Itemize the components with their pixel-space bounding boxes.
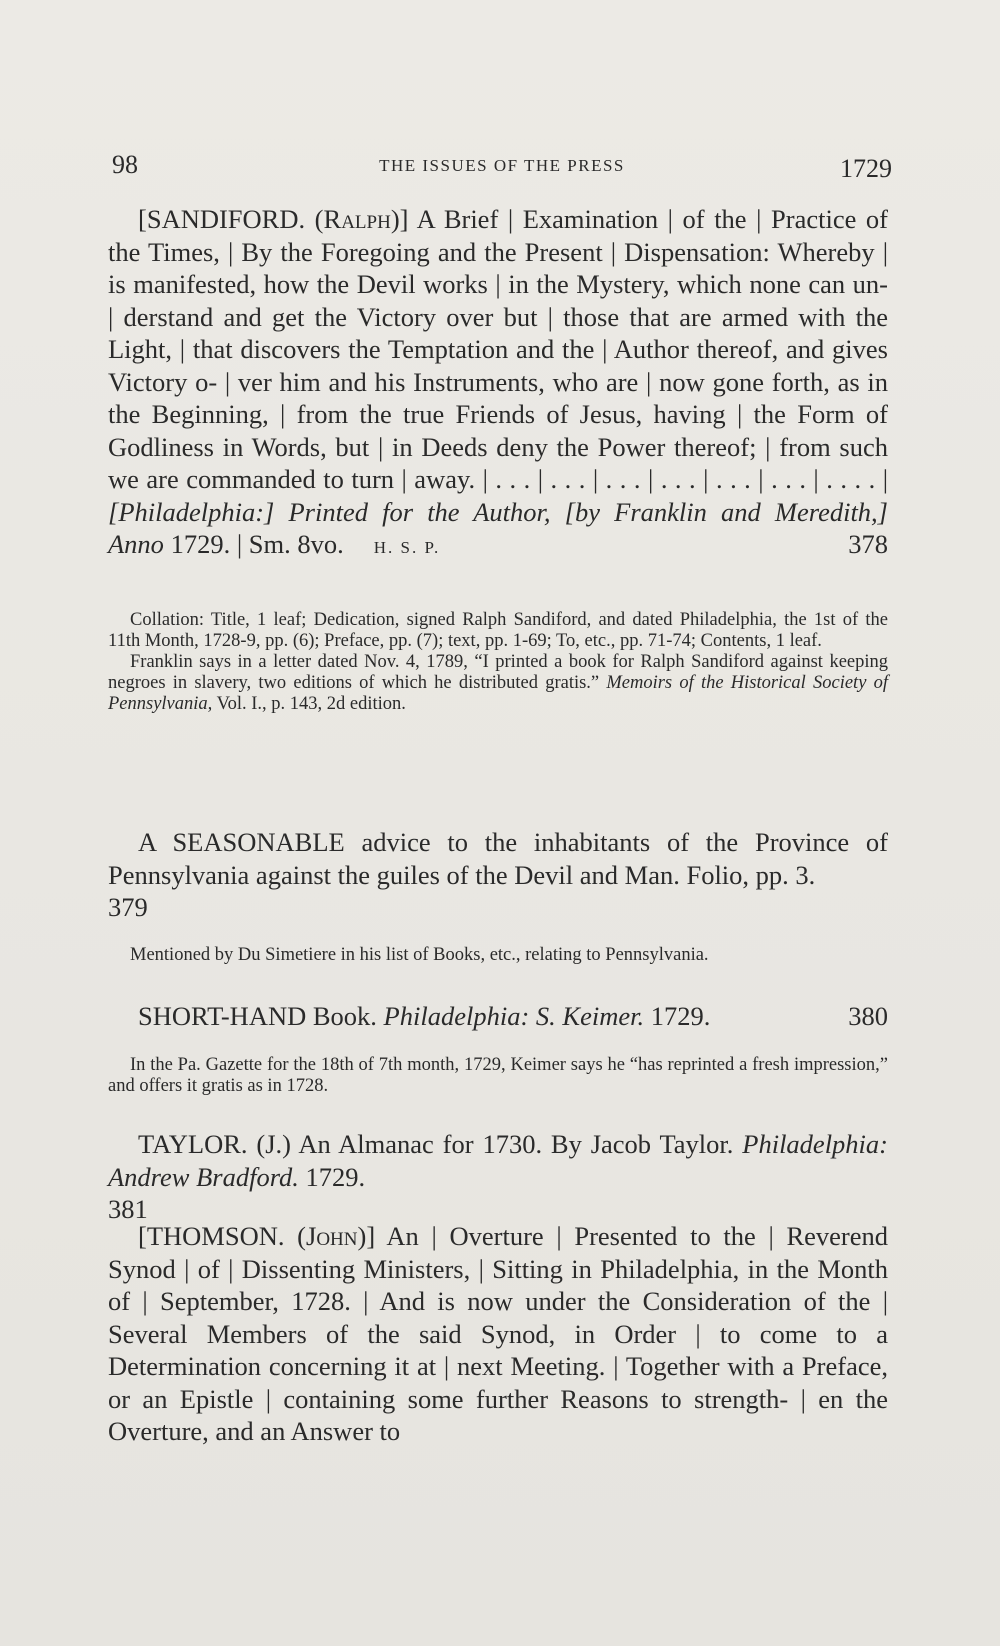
running-title: THE ISSUES OF THE PRESS [379, 156, 625, 175]
entry-378-text: [SANDIFORD. (Ralph)] A Brief | Examination | of the | Practice of the Times, | By the Foregoing and the Present | Dispensation: Whereby | is manifested, how the Devil works | in the Mystery, which none can un- | derstand and get the Victory over but | those that are armed with the Light, | that discovers the Temptation and the | Author thereof, and gives Victory o- | ver him and his Instruments, who are | now gone forth, as in the Beginning, | from the true Friends of Jesus, having | the Form of Godliness in Words, but | in Deeds deny the Power thereof; | from such we are commanded to turn | away. | . . . | . . . | . . . | . . . | . . . | . . . | . . . . | [Philadelphia:] Printed for the Author, [by Franklin and Meredith,] Anno 1729. | Sm. 8vo. H. S. P. 378 [108, 204, 888, 559]
entry-379-text: A SEASONABLE advice to the inhabitants of the Province of Pennsylvania against the guiles of the Devil and Man. Folio, pp. 3. [108, 827, 888, 890]
entry-thomson [108, 1220, 888, 1448]
header-year: 1729 [840, 154, 892, 183]
entry-381 [108, 1128, 888, 1226]
library-siglum: H. S. P. [373, 538, 441, 557]
entry-thomson-text: [THOMSON. (John)] An | Overture | Presented to the | Reverend Synod | of | Dissenting Ministers, | Sitting in Philadelphia, in the Month of | September, 1728. | And is now under the Consideration of the | Several Members of the said Synod, in Order | to come to a Determination concerning it at | next Meeting. | Together with a Preface, or an Epistle | containing some further Reasons to strength- | en the Overture, and an Answer to [108, 1221, 889, 1446]
running-header [112, 150, 892, 190]
entry-number-379: 379 [108, 892, 148, 922]
entry-number-380: 380 [848, 1001, 888, 1031]
entry-378-notes [108, 610, 888, 715]
franklin-note: Franklin says in a letter dated Nov. 4, 1789, “I printed a book for Ralph Sandiford against keeping negroes in slavery, two editions of which he distributed gratis.” Memoirs of the Historical Society of Pennsylvania, Vol. I., p. 143, 2d edition. [108, 652, 889, 714]
page-number: 98 [112, 150, 138, 179]
entry-380-note: In the Pa. Gazette for the 18th of 7th month, 1729, Keimer says he “has reprinted a fresh impression,” and offers it gratis as in 1728. [108, 1055, 888, 1096]
entry-381-text: TAYLOR. (J.) An Almanac for 1730. By Jacob Taylor. Philadelphia: Andrew Bradford. 1729. [108, 1129, 888, 1192]
entry-number-381: 381 [108, 1194, 148, 1224]
entry-380-text: SHORT-HAND Book. Philadelphia: S. Keimer. 1729. 380 [138, 1001, 888, 1031]
entry-number-378: 378 [848, 529, 888, 559]
entry-379 [108, 826, 888, 924]
collation-note: Collation: Title, 1 leaf; Dedication, signed Ralph Sandiford, and dated Philadelphia, the 1st of the 11th Month, 1728-9, pp. (6); Preface, pp. (7); text, pp. 1-69; To, etc., pp. 71-74; Contents, 1 leaf. [108, 610, 888, 651]
entry-379-note: Mentioned by Du Simetiere in his list of Books, etc., relating to Pennsylvania. [130, 945, 709, 965]
entry-378 [108, 203, 888, 565]
entry-380 [108, 1000, 888, 1033]
